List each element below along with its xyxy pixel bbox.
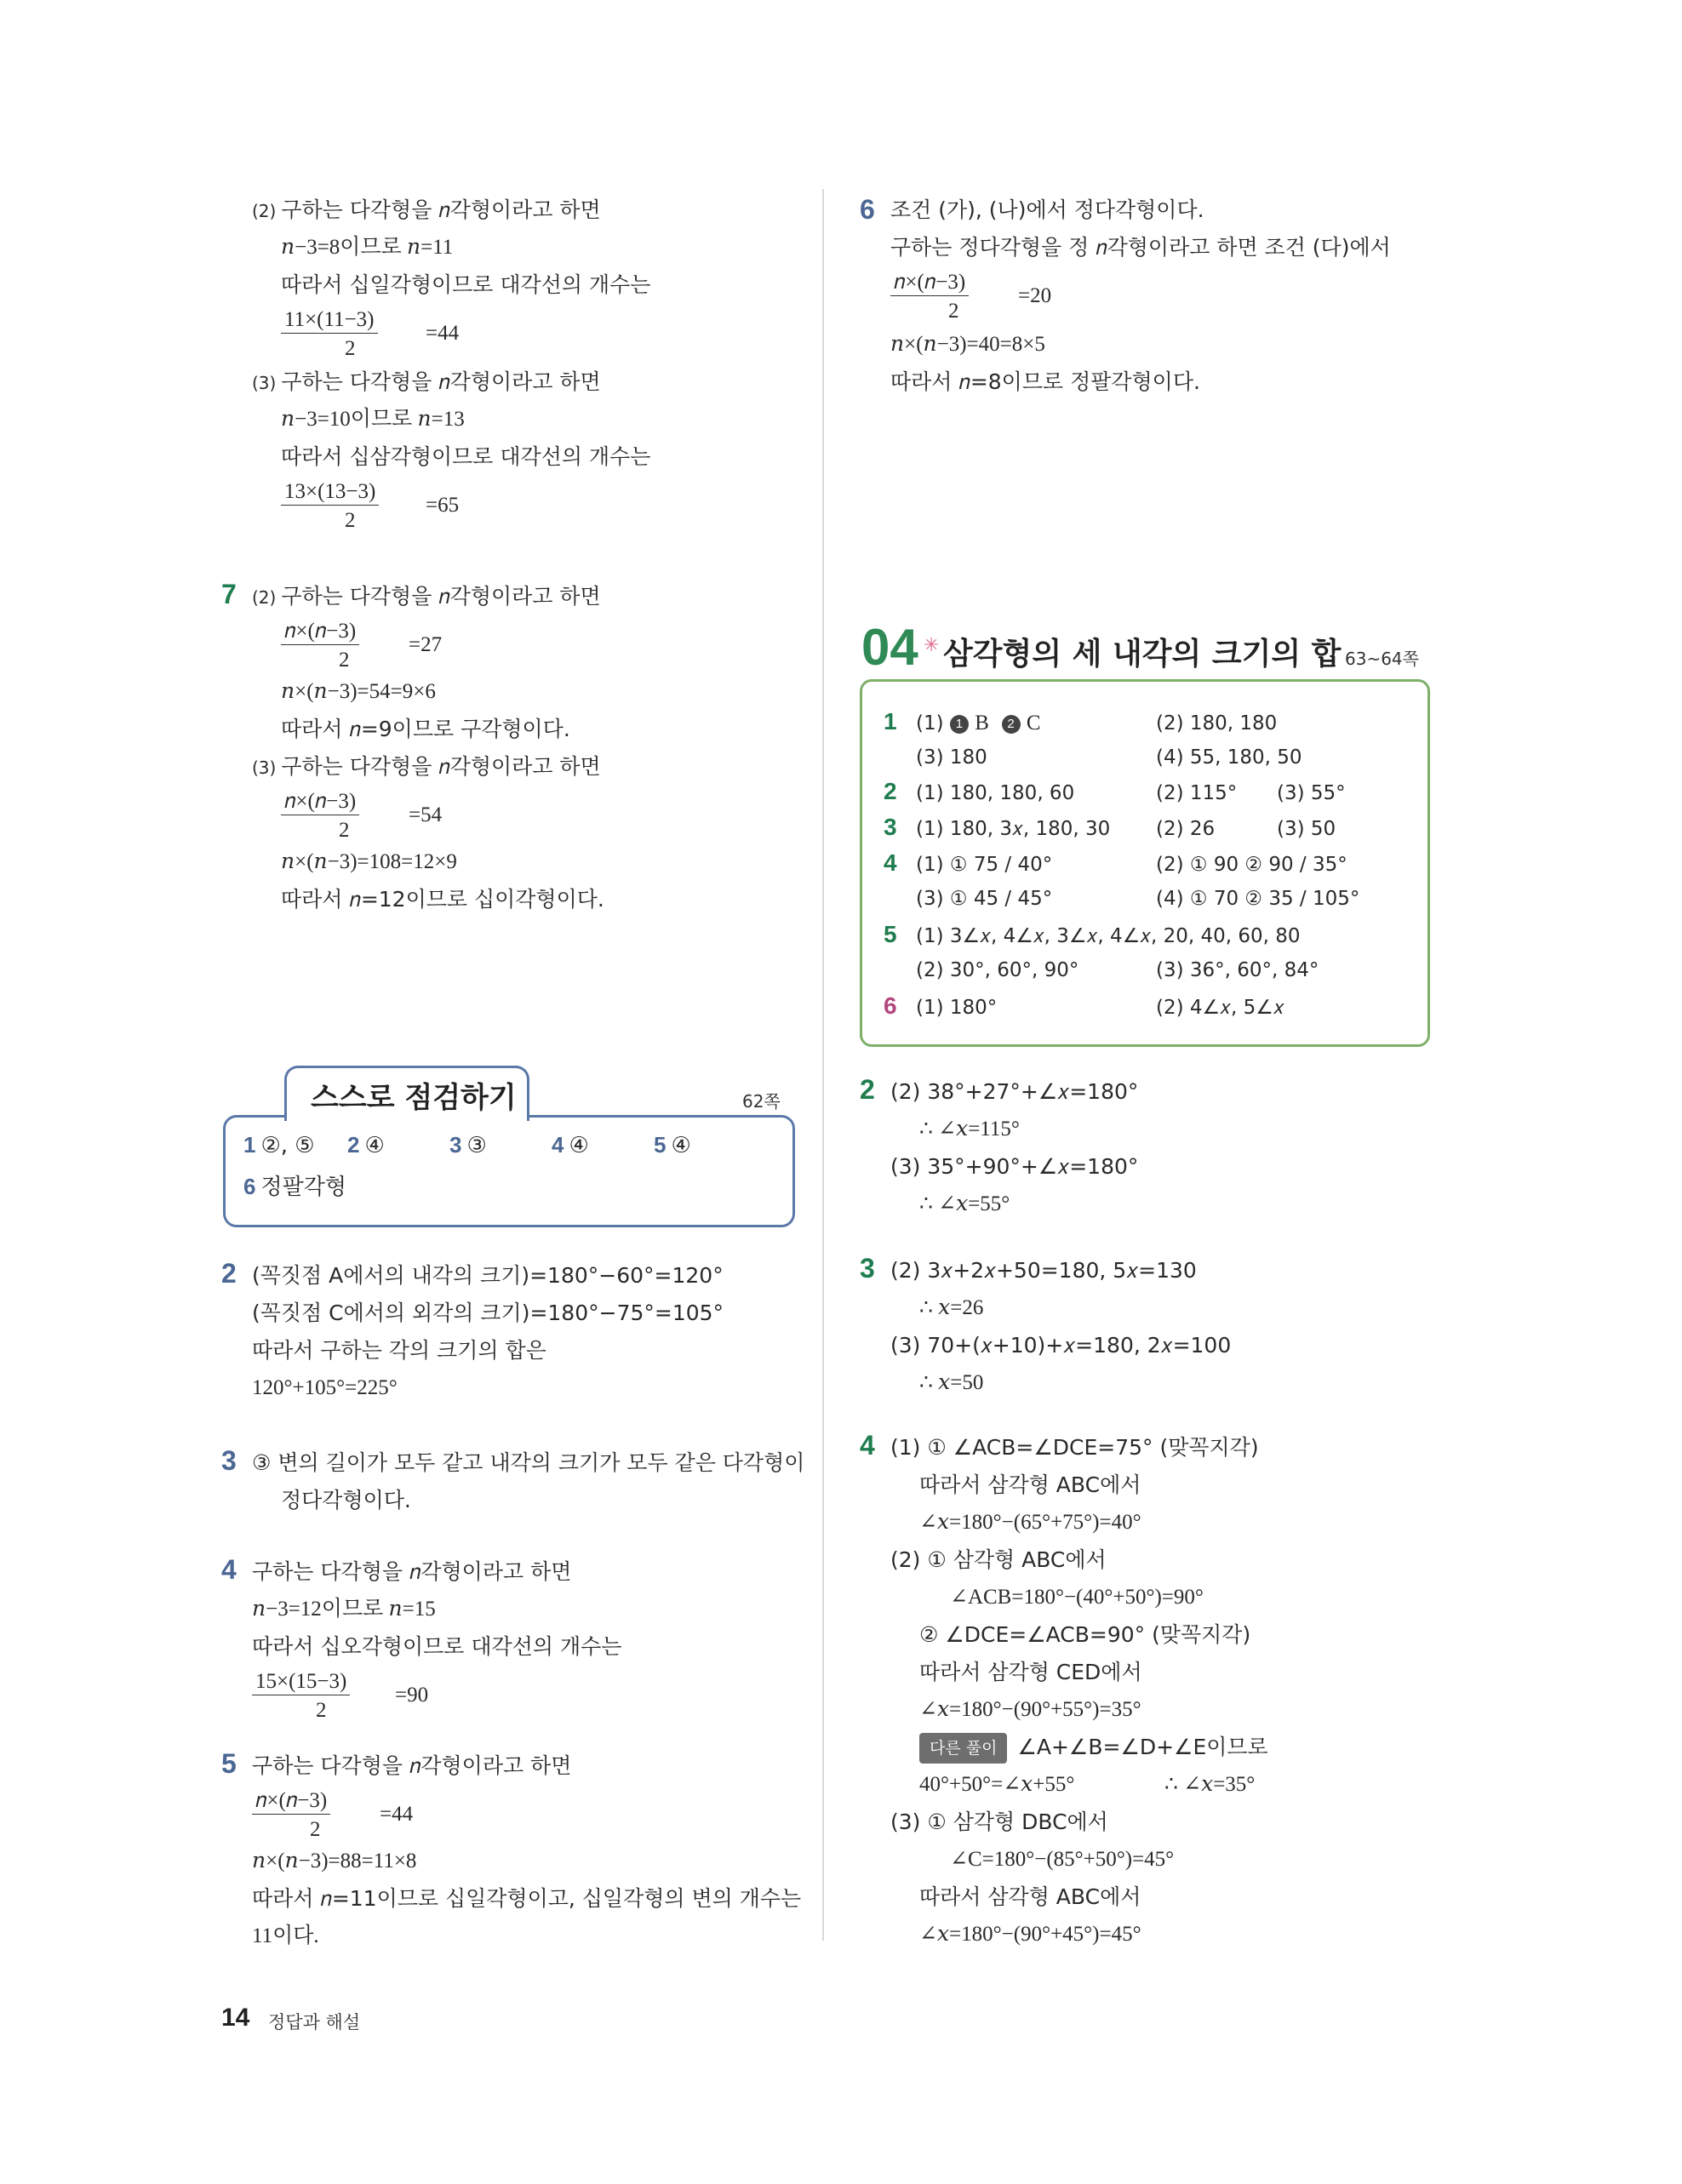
answer-item: (2) ① 90 ② 90 / 35° [1156,854,1347,876]
answer-item: (4) 55, 180, 50 [1156,746,1302,769]
numerator: 𝑛×(𝑛−3) [281,620,359,645]
numerator: 13×(13−3) [281,480,379,506]
answer-item: (3) 50 [1277,818,1336,840]
star-icon: ✳ [924,635,940,656]
answer-number: 5 [654,1132,667,1158]
equation: (1) ① ∠ACB=∠DCE=75° (맞꼭지각) [890,1435,1259,1460]
answer-item: (2) 4∠𝑥, 5∠𝑥 [1156,997,1284,1019]
denominator: 2 [948,300,959,323]
numerator: 𝑛×(𝑛−3) [281,790,359,815]
section-number: 04 [861,619,918,676]
answer-item: (4) ① 70 ② 35 / 105° [1156,888,1360,910]
answer-value: ④ [671,1133,691,1158]
equation: 𝑛−3=8이므로 𝑛=11 [281,236,454,259]
answer-item: (1) 3∠𝑥, 4∠𝑥, 3∠𝑥, 4∠𝑥, 20, 40, 60, 80 [916,925,1301,947]
equation: ∴ 𝑥=26 [919,1296,984,1319]
answer-value: ②, ⑤ [260,1133,315,1158]
question-number: 7 [221,579,237,609]
equation: ∠𝑥=180°−(90°+55°)=35° [919,1698,1141,1721]
text-line: 따라서 삼각형 ABC에서 [919,1884,1141,1909]
answer-number: 1 [884,708,897,735]
answer-item: (2) 30°, 60°, 90° [916,959,1079,981]
check-answer [243,1132,315,1158]
equation: ∴ ∠𝑥=55° [919,1192,1010,1215]
answer-number: 2 [347,1132,360,1158]
answer-value: ④ [569,1133,589,1158]
circled-number-icon: 1 [950,715,969,734]
text-line: 따라서 𝑛=8이므로 정팔각형이다. [890,369,1200,394]
equation: (2) 3𝑥+2𝑥+50=180, 5𝑥=130 [890,1258,1197,1283]
question-number: 3 [221,1445,237,1476]
text-line [252,752,601,782]
text-line: (꼭짓점 C에서의 외각의 크기)=180°−75°=105° [252,1301,724,1325]
numerator: 15×(15−3) [252,1670,350,1695]
equation: ∴ 𝑥=50 [919,1371,984,1394]
alt-solution-tag: 다른 풀이 [919,1733,1007,1764]
self-check-page: 62쪽 [742,1091,781,1112]
rhs: =27 [409,633,443,656]
answer-item: (3) 180 [916,746,987,769]
text-line: 따라서 삼각형 CED에서 [919,1660,1142,1684]
answer-value: ③ [466,1133,487,1158]
question-number: 3 [860,1253,875,1284]
equation: 𝑛−3=10이므로 𝑛=13 [281,408,465,431]
answer-item: (1) 180° [916,997,998,1019]
equation: ∴ ∠𝑥=35° [1164,1773,1256,1796]
check-answer [449,1132,487,1158]
check-answer [243,1169,346,1201]
sub-label: (2) [252,201,277,221]
answer-number: 1 [243,1132,256,1158]
section-title: 삼각형의 세 내각의 크기의 합 [943,637,1342,672]
text-line: 따라서 십오각형이므로 대각선의 개수는 [252,1634,622,1659]
equation: (3) 70+(𝑥+10)+𝑥=180, 2𝑥=100 [890,1333,1232,1358]
denominator: 2 [345,509,356,532]
answer-number: 2 [884,778,897,804]
check-answer [347,1132,385,1158]
answer-number: 4 [884,849,897,876]
answer-item: (2) 180, 180 [1156,712,1278,735]
text: 구하는 다각형을 𝑛각형이라고 하면 [281,369,601,394]
text-line: 정다각형이다. [281,1488,411,1512]
answer-value: ④ [364,1133,385,1158]
self-check-title: 스스로 점검하기 [311,1081,517,1115]
column-divider [822,189,824,1941]
answer-number: 3 [449,1132,462,1158]
text-line: 구하는 다각형을 𝑛각형이라고 하면 [252,1559,572,1584]
answer-item [916,710,1041,737]
text-line: 따라서 삼각형 ABC에서 [919,1472,1141,1497]
text-line: (2) ① 삼각형 ABC에서 [890,1547,1107,1572]
text-line [252,196,601,226]
equation: ② ∠DCE=∠ACB=90° (맞꼭지각) [919,1622,1251,1647]
answer-value: C [1026,712,1041,735]
text-line: 따라서 십일각형이므로 대각선의 개수는 [281,272,651,297]
denominator: 2 [339,819,350,842]
section-pages: 63~64쪽 [1345,649,1419,669]
text: ∠A+∠B=∠D+∠E이므로 [1017,1735,1268,1759]
text: 구하는 다각형을 𝑛각형이라고 하면 [281,197,601,222]
equation: ∠𝑥=180°−(90°+45°)=45° [919,1923,1141,1946]
rhs: =20 [1018,284,1052,307]
answer-item: (3) 55° [1277,782,1346,804]
rhs: =44 [426,322,460,345]
text-line: 따라서 𝑛=11이므로 십일각형이고, 십일각형의 변의 개수는 [252,1886,802,1911]
equation: 11이다. [252,1924,319,1947]
circled-number-icon: 2 [1002,715,1021,734]
question-number: 4 [221,1554,237,1585]
equation: 𝑛×(𝑛−3)=108=12×9 [281,850,457,873]
answer-item: (3) 36°, 60°, 84° [1156,959,1319,981]
equation: ∠𝑥=180°−(65°+75°)=40° [919,1511,1141,1534]
text-line: 따라서 𝑛=12이므로 십이각형이다. [281,887,604,912]
question-number: 6 [860,194,875,225]
equation: 𝑛×(𝑛−3)=54=9×6 [281,680,436,703]
check-answer [654,1132,691,1158]
answer-value: 정팔각형 [260,1175,346,1200]
answer-item: (2) 115° [1156,782,1238,804]
question-number: 2 [860,1074,875,1105]
rhs: =44 [380,1803,414,1826]
text-line [252,368,601,397]
answer-item: (3) ① 45 / 45° [916,888,1053,910]
answer-number: 3 [884,814,897,840]
answer-number: 6 [884,992,897,1019]
denominator: 2 [316,1699,327,1722]
text-line: 조건 (가), (나)에서 정다각형이다. [890,197,1204,222]
equation: ∠ACB=180°−(40°+50°)=90° [950,1586,1204,1609]
rhs: =54 [409,803,443,826]
equation: 𝑛−3=12이므로 𝑛=15 [252,1598,436,1621]
answer-number: 6 [243,1174,256,1199]
text-line: (꼭짓점 A에서의 내각의 크기)=180°−60°=120° [252,1263,724,1288]
rhs: =65 [426,494,460,517]
equation: 𝑛×(𝑛−3)=88=11×8 [252,1850,417,1872]
equation: (2) 38°+27°+∠𝑥=180° [890,1079,1139,1104]
rhs: =90 [395,1684,429,1707]
numerator: 𝑛×(𝑛−3) [890,271,969,296]
text-line: 따라서 십삼각형이므로 대각선의 개수는 [281,444,651,469]
denominator: 2 [345,337,356,360]
numerator: 11×(11−3) [281,308,378,334]
answer-number: 5 [884,921,897,947]
sub-label: (3) [252,373,277,393]
equation: 𝑛×(𝑛−3)=40=8×5 [890,333,1045,356]
answer-item: (1) ① 75 / 40° [916,854,1053,876]
question-number: 4 [860,1430,875,1461]
equation: (3) 35°+90°+∠𝑥=180° [890,1154,1139,1179]
equation: ∴ ∠𝑥=115° [919,1118,1020,1141]
sub-label: (2) [252,587,277,608]
text-line: 구하는 다각형을 𝑛각형이라고 하면 [252,1753,572,1778]
text-line: ③ 변의 길이가 모두 같고 내각의 크기가 모두 같은 다각형이 [252,1450,805,1475]
check-answer [552,1132,589,1158]
answer-number: 4 [552,1132,564,1158]
sub-label: (1) [916,712,944,735]
denominator: 2 [339,649,350,672]
text-line: 따라서 구하는 각의 크기의 합은 [252,1338,546,1363]
answer-value: B [975,712,989,735]
numerator: 𝑛×(𝑛−3) [252,1789,330,1815]
page-number: 14 [221,2004,250,2032]
equation: 40°+50°=∠𝑥+55° [919,1773,1075,1796]
text-line: 구하는 정다각형을 정 𝑛각형이라고 하면 조건 (다)에서 [890,235,1391,260]
text-line [919,1733,1268,1764]
answer-item: (1) 180, 3𝑥, 180, 30 [916,818,1111,840]
sub-label: (3) [252,758,277,778]
denominator: 2 [310,1818,321,1841]
question-number: 2 [221,1258,237,1289]
text: 구하는 다각형을 𝑛각형이라고 하면 [281,754,601,779]
equation: 120°+105°=225° [252,1376,398,1399]
answer-item: (2) 26 [1156,818,1216,840]
text-line [252,582,601,612]
footer-label: 정답과 해설 [268,2012,361,2032]
text-line: 따라서 𝑛=9이므로 구각형이다. [281,717,570,741]
question-number: 5 [221,1748,237,1779]
text-line: (3) ① 삼각형 DBC에서 [890,1810,1108,1834]
answer-item: (1) 180, 180, 60 [916,782,1075,804]
equation: ∠C=180°−(85°+50°)=45° [950,1848,1175,1871]
text: 구하는 다각형을 𝑛각형이라고 하면 [281,584,601,609]
